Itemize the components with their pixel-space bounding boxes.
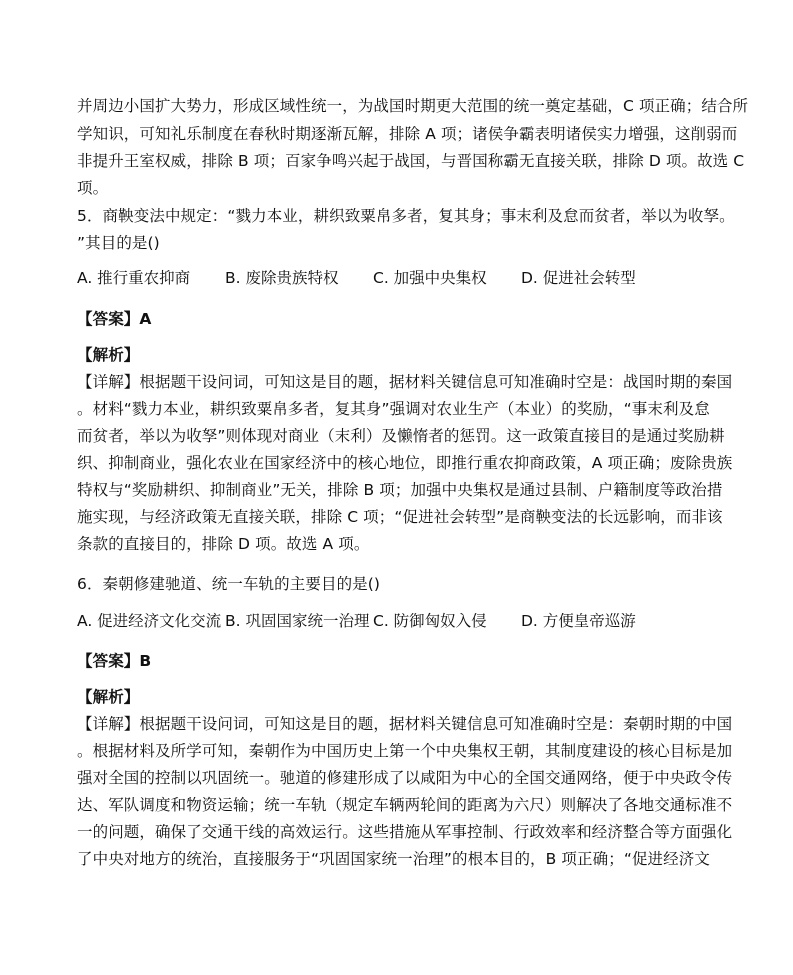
q5-analysis-line: 。材料“戮力本业，耕织致粟帛多者，复其身”强调对农业生产（本业）的奖励，“事末利及怠 (77, 400, 710, 418)
question-5-stem: 5．商鞅变法中规定：“戮力本业，耕织致粟帛多者，复其身；事末利及怠而贫者，举以为收孥。 (77, 207, 735, 225)
question-6-stem: 6．秦朝修建驰道、统一车轨的主要目的是() (77, 575, 381, 593)
q5-analysis-line: 而贫者，举以为收孥”则体现对商业（末利）及懒惰者的惩罚。这一政策直接目的是通过奖励耕 (77, 427, 725, 445)
q5-analysis-line: 【详解】根据题干设问词，可知这是目的题，据材料关键信息可知准确时空是：战国时期的秦国 (77, 373, 733, 391)
q5-analysis-line: 织、抑制商业，强化农业在国家经济中的核心地位，即推行重农抑商政策，A 项正确；废除贵族 (77, 454, 733, 472)
q5-analysis-line: 施实现，与经济政策无直接关联，排除 C 项；“促进社会转型”是商鞅变法的长远影响，而非该 (77, 508, 723, 526)
q6-analysis-line: 一的问题，确保了交通干线的高效运行。这些措施从军事控制、行政效率和经济整合等方面强化 (77, 823, 733, 841)
intro-line: 非提升王室权威，排除 B 项；百家争鸣兴起于战国，与晋国称霸无直接关联，排除 D 项。故选 C (77, 152, 745, 170)
q5-option-a: A. 推行重农抑商 (77, 269, 191, 287)
q6-answer: 【答案】B (77, 652, 152, 670)
intro-line: 并周边小国扩大势力，形成区域性统一，为战国时期更大范围的统一奠定基础，C 项正确；结合所 (77, 97, 749, 115)
q5-option-c: C. 加强中央集权 (373, 269, 487, 287)
q6-analysis-line: 。根据材料及所学可知，秦朝作为中国历史上第一个中央集权王朝，其制度建设的核心目标是加 (77, 742, 733, 760)
question-5-stem: ”其目的是() (77, 234, 160, 252)
q6-analysis-line: 了中央对地方的统治，直接服务于“巩固国家统一治理”的根本目的，B 项正确；“促进经济文 (77, 850, 710, 868)
q6-analysis-line: 强对全国的控制以巩固统一。驰道的修建形成了以咸阳为中心的全国交通网络，便于中央政令传 (77, 769, 733, 787)
q5-option-d: D. 促进社会转型 (521, 269, 636, 287)
q5-answer: 【答案】A (77, 310, 152, 328)
q6-analysis-line: 达、军队调度和物资运输；统一车轨（规定车辆两轮间的距离为六尺）则解决了各地交通标准不 (77, 796, 733, 814)
q6-option-c: C. 防御匈奴入侵 (373, 612, 487, 630)
q5-analysis-label: 【解析】 (77, 346, 140, 364)
q6-analysis-label: 【解析】 (77, 688, 140, 706)
q5-analysis-line: 特权与“奖励耕织、抑制商业”无关，排除 B 项；加强中央集权是通过县制、户籍制度等政治措 (77, 481, 723, 499)
intro-line: 项。 (77, 179, 109, 197)
q6-option-a: A. 促进经济文化交流 (77, 612, 222, 630)
intro-line: 学知识，可知礼乐制度在春秋时期逐渐瓦解，排除 A 项；诸侯争霸表明诸侯实力增强，这削弱而 (77, 125, 738, 143)
q5-option-b: B. 废除贵族特权 (225, 269, 339, 287)
q6-option-b: B. 巩固国家统一治理 (225, 612, 370, 630)
q5-analysis-line: 条款的直接目的，排除 D 项。故选 A 项。 (77, 535, 370, 553)
q6-option-d: D. 方便皇帝巡游 (521, 612, 636, 630)
q6-analysis-line: 【详解】根据题干设问词，可知这是目的题，据材料关键信息可知准确时空是：秦朝时期的中国 (77, 715, 733, 733)
